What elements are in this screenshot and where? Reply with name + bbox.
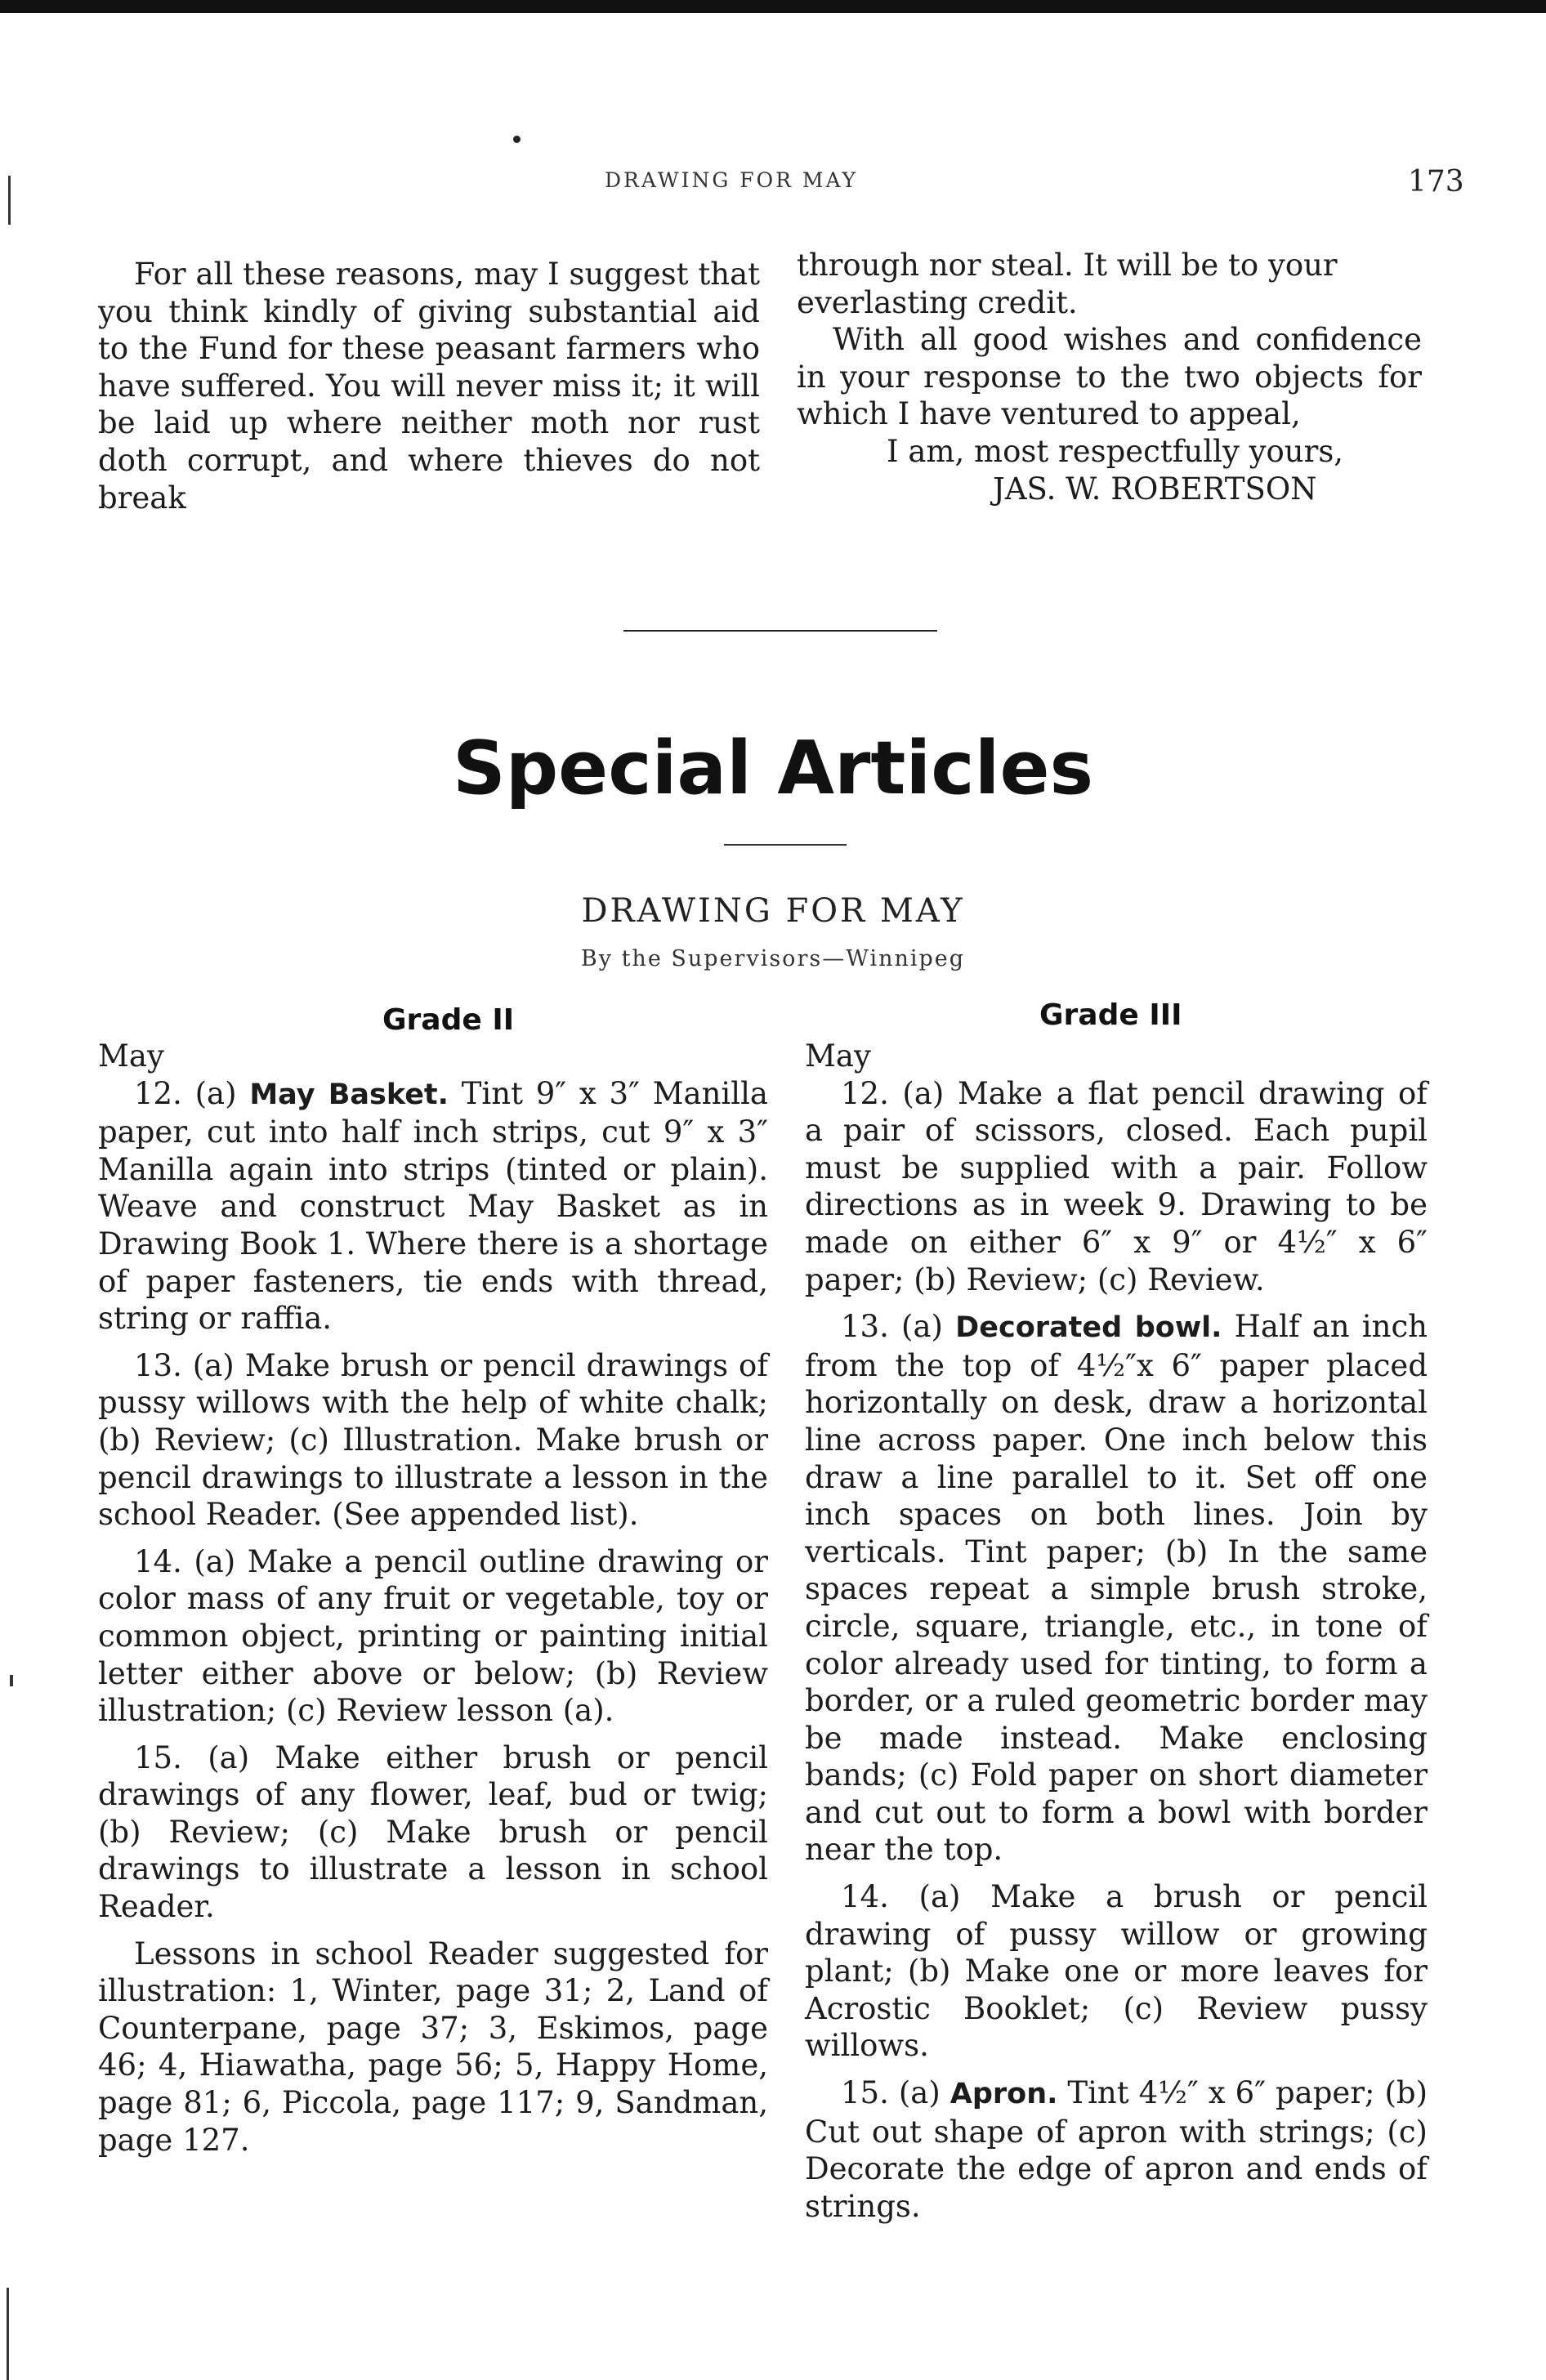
item-topic: Apron. [949, 2078, 1058, 2111]
lesson-item [98, 1543, 768, 1730]
scan-margin-mark [8, 176, 11, 225]
letter-wishes: With all good wishes and confidence in your response to the two objects for which I have ventured to appeal, [797, 322, 1422, 432]
article-title: DRAWING FOR MAY [581, 892, 965, 930]
letter-closing: I am, most respectfully yours, [887, 433, 1344, 469]
lesson-item [805, 1308, 1428, 1869]
item-text: Half an inch from the top of 4½″x 6″ paper placed horizontally on desk, draw a horizontal line across paper. One inch below this draw a line parallel to it. Set off one inch spaces on both lines. Join by verticals. Tint paper; (b) In the same spaces repeat a simple brush stroke, circle, square, triangle, etc., in tone of color already used for tinting, to form a border, or a ruled geometric border may be made instead. Make enclosing bands; (c) Fold paper on short diameter and cut out to form a bowl with border near the top. [805, 1309, 1428, 1868]
scan-margin-mark [10, 1675, 13, 1686]
item-text: Make a flat pencil drawing of a pair of scissors, closed. Each pupil must be supplied with a pair. Follow directions as in week 9. Drawing to be made on either 6″ x 9″ or 4½″ x 6″ paper; (b) Review; (c) Review. [805, 1075, 1428, 1297]
item-text: Make brush or pencil drawings of pussy willows with the help of white chalk; (b) Review; (c) Illustration. Make brush or pencil drawings to illustrate a lesson in the school Reader. (See appended list). [98, 1347, 769, 1533]
section-divider [623, 630, 937, 632]
grade-ii-heading: Grade II [382, 1003, 515, 1037]
scan-margin-mark [7, 2288, 9, 2380]
item-text: Make a pencil outline drawing or color mass of any fruit or vegetable, toy or common object, printing or painting initial letter either above or below; (b) Review illustration; (c) Review lesson (a). [98, 1543, 768, 1729]
scan-speck [513, 136, 521, 143]
item-topic: May Basket. [249, 1078, 449, 1111]
reader-lessons: Lessons in school Reader suggested for illustration: 1, Winter, page 31; 2, Land of Counterpane, page 37; 3, Eskimos, page 46; 4, Hiawatha, page 56; 5, Happy Home, page 81; 6, Piccola, page 117; 9, Sandman, page 127. [98, 1936, 768, 2158]
month-label: May [805, 1038, 871, 1074]
item-text: Make a brush or pencil drawing of pussy willow or growing plant; (b) Make one or more leaves for Acrostic Booklet; (c) Review pussy willows. [805, 1879, 1428, 2064]
section-title: Special Articles [452, 726, 1094, 811]
letter-paragraph: through nor steal. It will be to your everlasting credit. [797, 248, 1338, 320]
scan-top-edge [0, 0, 1546, 13]
item-number: 15. (a) [841, 2075, 950, 2111]
title-rule [724, 844, 847, 846]
item-number: 13. (a) [841, 1309, 956, 1345]
lesson-item [805, 2074, 1428, 2225]
page-number: 173 [1408, 165, 1464, 199]
item-number: 12. (a) [841, 1075, 958, 1111]
article-byline: By the Supervisors—Winnipeg [580, 946, 966, 971]
item-number: 14. (a) [841, 1879, 991, 1915]
lesson-item [98, 1075, 768, 1337]
letter-paragraph: For all these reasons, may I suggest that you think kindly of giving substantial aid to the Fund for these peasant farmers who have suffered. You will never miss it; it will be laid up where neither moth nor rust doth corrupt, and where thieves do not break [98, 257, 760, 516]
item-topic: Decorated bowl. [955, 1311, 1222, 1345]
item-text: Tint 4½″ x 6″ paper; (b) Cut out shape of apron with strings; (c) Decorate the edge of apron and ends of strings. [805, 2075, 1428, 2224]
letter-right-column [797, 247, 1422, 507]
lesson-item [98, 1347, 768, 1534]
lesson-item [98, 1739, 768, 1926]
running-head: DRAWING FOR MAY [605, 168, 859, 192]
lesson-item [805, 1075, 1428, 1299]
letter-left-column [98, 256, 760, 516]
item-text: Tint 9″ x 3″ Manilla paper, cut into half inch strips, cut 9″ x 3″ Manilla again into strips (tinted or plain). Weave and construct May Basket as in Drawing Book 1. Where there is a shortage of paper fasteners, tie ends with thread, string or raffia. [98, 1075, 768, 1337]
grade-iii-heading: Grade III [1039, 998, 1182, 1032]
letter-signature: JAS. W. ROBERTSON [993, 471, 1317, 507]
item-number: 15. (a) [134, 1739, 275, 1775]
item-number: 13. (a) [134, 1347, 245, 1383]
month-label: May [98, 1038, 164, 1074]
lesson-item [805, 1878, 1428, 2065]
item-number: 14. (a) [134, 1543, 248, 1579]
item-text: Make either brush or pencil drawings of any flower, leaf, bud or twig; (b) Review; (c) Make brush or pencil drawings to illustrate a lesson in school Reader. [98, 1739, 768, 1925]
item-number: 12. (a) [134, 1075, 250, 1111]
grade-ii-column [98, 1038, 768, 2159]
grade-iii-column [805, 1038, 1428, 2225]
